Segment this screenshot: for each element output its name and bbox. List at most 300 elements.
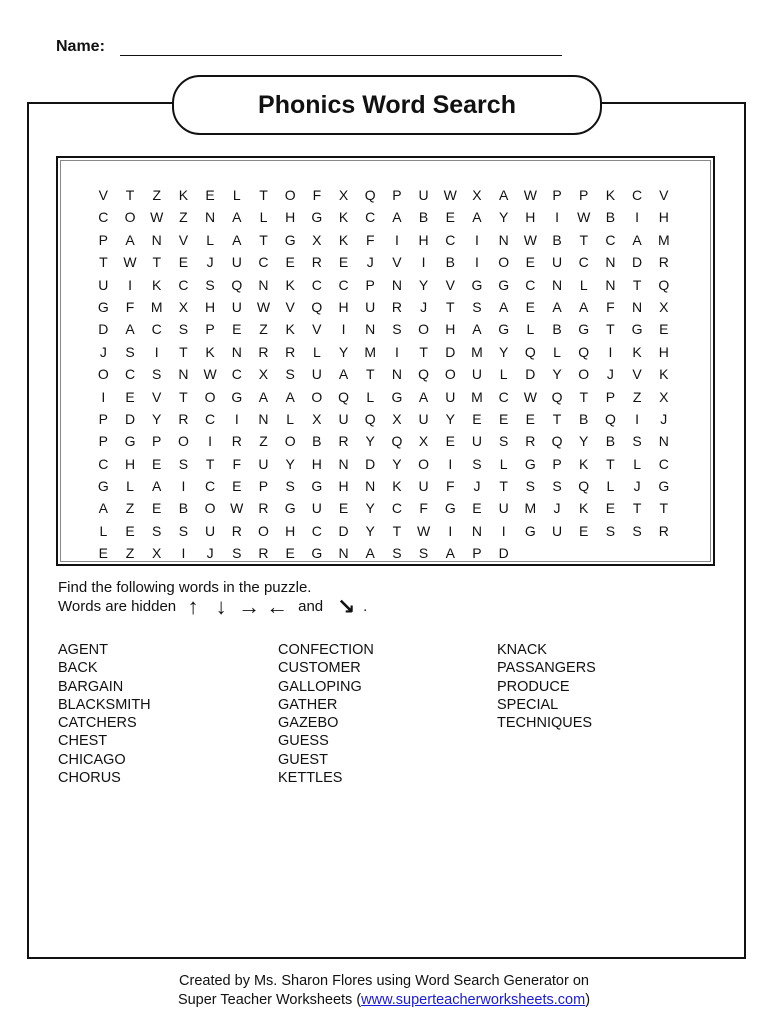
grid-letter: N (178, 366, 189, 383)
grid-letter: K (285, 276, 295, 293)
grid-letter: N (391, 366, 402, 383)
grid-letter: U (258, 455, 269, 472)
grid-letter: J (206, 545, 214, 562)
grid-letter: N (231, 343, 242, 360)
grid-letter: I (394, 343, 399, 360)
word-list-item: CHICAGO (58, 751, 126, 768)
grid-letter: S (392, 321, 402, 338)
right-arrow-icon: → (238, 593, 261, 619)
grid-letter: Z (125, 545, 135, 562)
word-list-item: CHORUS (58, 770, 121, 787)
grid-letter: O (418, 321, 430, 338)
grid-letter: T (125, 187, 135, 203)
grid-letter: F (232, 455, 242, 472)
grid-letter: I (128, 276, 132, 293)
grid-letter: G (578, 321, 590, 338)
grid-letter: U (338, 410, 349, 427)
grid-letter: H (338, 298, 349, 315)
grid-letter: X (178, 298, 189, 315)
grid-letter: H (445, 321, 456, 338)
word-list-item: PASSANGERS (497, 660, 596, 677)
grid-letter: T (259, 231, 268, 248)
grid-letter: O (124, 209, 136, 226)
grid-letter: S (178, 321, 189, 338)
grid-letter: W (416, 522, 431, 539)
grid-letter: W (256, 298, 271, 315)
grid-letter: F (365, 231, 375, 248)
grid-letter: Y (365, 500, 375, 517)
footer (0, 972, 768, 1010)
grid-letter: C (338, 276, 349, 293)
grid-letter: Q (391, 433, 403, 450)
grid-letter: A (632, 231, 642, 248)
grid-letter: A (445, 545, 455, 562)
grid-letter: C (498, 388, 509, 405)
word-list-item: CUSTOMER (278, 660, 361, 677)
grid-letter: I (635, 209, 640, 226)
grid-letter: N (605, 254, 616, 271)
grid-letter: M (150, 298, 163, 315)
grid-letter: Q (551, 388, 563, 405)
word-list-item: BACK (58, 660, 98, 677)
grid-letter: B (579, 410, 589, 427)
grid-letter: Y (498, 343, 509, 360)
grid-letter: L (366, 388, 375, 405)
grid-letter: I (181, 478, 186, 495)
grid-letter: D (632, 254, 643, 271)
grid-letter: G (231, 388, 243, 405)
grid-letter: O (258, 522, 269, 539)
grid-letter: H (311, 455, 322, 472)
grid-letter: D (124, 410, 136, 427)
grid-letter: L (579, 276, 588, 293)
grid-letter: G (124, 433, 136, 450)
grid-letter: U (98, 276, 109, 293)
word-list-item: KNACK (497, 642, 547, 658)
grid-letter: T (179, 343, 188, 360)
grid-letter: V (445, 276, 455, 293)
grid-letter: T (419, 343, 428, 360)
grid-letter: S (205, 276, 215, 293)
grid-letter: L (312, 343, 321, 360)
grid-letter: U (498, 500, 509, 517)
grid-letter: N (151, 231, 162, 248)
grid-letter: A (579, 298, 589, 315)
grid-letter: I (154, 343, 159, 360)
grid-letter: U (418, 410, 429, 427)
grid-letter: E (605, 500, 616, 517)
grid-letter: G (498, 321, 510, 338)
grid-letter: C (311, 276, 322, 293)
grid-letter: P (552, 455, 562, 472)
grid-letter: C (231, 366, 242, 383)
word-list-item: GUESS (278, 733, 329, 750)
grid-letter: P (579, 187, 589, 203)
grid-letter: E (472, 410, 482, 427)
grid-letter: Q (311, 298, 323, 315)
grid-letter: J (99, 343, 107, 360)
grid-letter: R (258, 343, 269, 360)
word-list-item: PRODUCE (497, 678, 570, 695)
grid-letter: I (341, 321, 346, 338)
grid-letter: T (579, 388, 588, 405)
grid-letter: U (471, 366, 483, 383)
instructions (58, 578, 368, 619)
grid-letter: U (471, 433, 483, 450)
grid-letter: G (311, 545, 323, 562)
grid-letter: N (365, 321, 376, 338)
grid-letter: Y (445, 410, 455, 427)
grid-letter: Q (578, 343, 590, 360)
grid-letter: E (525, 410, 536, 427)
grid-letter: W (230, 500, 244, 517)
grid-letter: W (123, 254, 137, 271)
grid-letter: M (657, 231, 670, 248)
grid-letter: P (552, 187, 562, 203)
grid-letter: R (231, 522, 242, 539)
grid-letter: J (553, 500, 561, 517)
grid-letter: S (392, 545, 402, 562)
grid-letter: K (632, 343, 642, 360)
grid-letter: A (472, 209, 482, 226)
left-arrow-icon: ← (266, 593, 289, 619)
grid-letter: N (605, 276, 616, 293)
grid-letter: R (658, 522, 669, 539)
grid-letter: E (445, 433, 455, 450)
grid-letter: V (178, 231, 189, 248)
grid-letter: S (525, 478, 536, 495)
grid-letter: W (443, 187, 457, 203)
grid-letter: K (152, 276, 162, 293)
grid-letter: V (312, 321, 322, 338)
grid-letter: E (205, 187, 215, 203)
grid-letter: B (418, 209, 429, 226)
grid-letter: I (234, 410, 239, 427)
grid-letter: X (659, 388, 669, 405)
grid-letter: O (418, 455, 430, 472)
grid-letter: A (232, 209, 242, 226)
grid-letter: N (258, 410, 269, 427)
grid-letter: I (501, 522, 506, 539)
grid-letter: I (208, 433, 213, 450)
grid-letter: P (605, 388, 616, 405)
grid-letter: K (605, 187, 616, 203)
grid-letter: P (152, 433, 162, 450)
grid-letter: E (338, 500, 349, 517)
grid-letter: N (338, 455, 349, 472)
grid-letter: E (152, 455, 162, 472)
grid-letter: Q (551, 433, 563, 450)
grid-letter: G (284, 500, 296, 517)
word-list-item: CATCHERS (58, 715, 137, 732)
grid-letter: T (152, 254, 161, 271)
grid-letter: J (420, 298, 428, 315)
grid-letter: T (606, 455, 615, 472)
grid-letter: C (365, 209, 376, 226)
grid-letter: O (498, 254, 510, 271)
grid-letter: A (498, 298, 509, 315)
grid-letter: I (421, 254, 426, 271)
grid-letter: A (392, 209, 402, 226)
word-list-item: GAZEBO (278, 715, 339, 732)
grid-letter: M (471, 343, 483, 360)
grid-letter: I (448, 522, 453, 539)
name-field (56, 38, 105, 56)
grid-letter: R (285, 343, 296, 360)
grid-letter: I (555, 209, 559, 226)
word-list-column-2 (278, 641, 374, 787)
grid-letter: E (525, 298, 536, 315)
grid-letter: S (285, 478, 295, 495)
grid-letter: G (284, 231, 296, 248)
name-blank-line (120, 55, 562, 56)
grid-letter: C (311, 522, 322, 539)
grid-letter: T (606, 321, 615, 338)
name-label: Name: (56, 38, 105, 55)
footer-link[interactable]: www.superteacherworksheets.com (361, 992, 586, 1008)
grid-letter: Q (364, 410, 376, 427)
grid-letter: G (524, 522, 536, 539)
grid-letter: L (286, 410, 295, 427)
grid-letter: G (444, 500, 456, 517)
grid-letter: D (525, 366, 536, 383)
grid-letter: V (392, 254, 402, 271)
grid-letter: U (231, 254, 242, 271)
grid-letter: N (471, 522, 483, 539)
grid-letter: S (285, 366, 295, 383)
grid-letter: R (311, 254, 322, 271)
grid-letter: R (658, 254, 669, 271)
grid-letter: T (579, 231, 588, 248)
grid-letter: D (338, 522, 349, 539)
grid-letter: A (152, 478, 162, 495)
grid-letter: R (178, 410, 189, 427)
grid-letter: Q (338, 388, 349, 405)
grid-letter: E (445, 209, 455, 226)
grid-letter: Z (152, 187, 161, 203)
grid-letter: N (205, 209, 216, 226)
grid-letter: I (448, 455, 453, 472)
grid-letter: E (125, 522, 135, 539)
footer-site-suffix: ) (585, 992, 591, 1008)
grid-letter: C (98, 455, 109, 472)
grid-letter: S (125, 343, 135, 360)
grid-letter: A (552, 298, 562, 315)
grid-letter: H (658, 209, 669, 226)
grid-letter: Y (338, 343, 349, 360)
grid-letter: S (498, 433, 509, 450)
grid-letter: T (365, 366, 375, 383)
grid-letter: S (418, 545, 429, 562)
footer-credit-line: Created by Ms. Sharon Flores using Word Search Generator on (179, 973, 589, 989)
grid-letter: R (231, 433, 242, 450)
grid-letter: C (205, 478, 216, 495)
grid-letter: T (632, 500, 642, 517)
grid-letter: E (152, 500, 162, 517)
grid-letter: B (312, 433, 322, 450)
grid-letter: T (499, 478, 508, 495)
grid-letter: V (98, 187, 109, 203)
grid-letter: O (97, 366, 109, 383)
grid-letter: W (523, 187, 537, 203)
grid-letter: P (98, 433, 109, 450)
word-list-item: GATHER (278, 696, 338, 713)
grid-letter: E (232, 321, 242, 338)
grid-letter: L (633, 455, 641, 472)
grid-letter: I (101, 388, 106, 405)
grid-letter: S (632, 522, 642, 539)
grid-letter: K (285, 321, 295, 338)
grid-letter: W (523, 388, 537, 405)
grid-letter: T (632, 276, 642, 293)
grid-letter: L (499, 366, 508, 383)
grid-letter: V (152, 388, 162, 405)
grid-letter: T (659, 500, 669, 517)
word-list-item: CONFECTION (278, 642, 374, 658)
grid-letter: N (632, 298, 643, 315)
grid-letter: K (178, 187, 189, 203)
grid-letter: I (475, 254, 479, 271)
grid-letter: N (658, 433, 669, 450)
grid-letter: O (284, 433, 296, 450)
grid-letter: E (472, 500, 482, 517)
grid-letter: K (338, 209, 349, 226)
grid-letter: C (391, 500, 402, 517)
grid-letter: S (552, 478, 562, 495)
grid-letter: S (472, 298, 482, 315)
grid-letter: Y (552, 366, 562, 383)
grid-letter: U (551, 254, 563, 271)
grid-letter: M (471, 388, 483, 405)
grid-letter: F (446, 478, 455, 495)
grid-letter: C (658, 455, 669, 472)
grid-letter: T (552, 410, 562, 427)
grid-letter: D (445, 343, 456, 360)
grid-letter: Z (259, 433, 268, 450)
grid-letter: U (311, 366, 322, 383)
word-list-item: GALLOPING (278, 678, 362, 695)
grid-letter: T (205, 455, 215, 472)
grid-letter: L (259, 209, 268, 226)
word-list-item: TECHNIQUES (497, 715, 593, 732)
grid-letter: Z (179, 209, 188, 226)
grid-letter: I (394, 231, 399, 248)
grid-letter: C (98, 209, 109, 226)
grid-letter: G (97, 298, 109, 315)
grid-letter: Y (152, 410, 162, 427)
grid-letter: A (498, 187, 509, 203)
grid-letter: N (338, 545, 349, 562)
grid-letter: S (152, 366, 162, 383)
grid-letter: S (178, 455, 189, 472)
grid-letter: A (418, 388, 429, 405)
grid-letter: L (526, 321, 535, 338)
grid-letter: H (658, 343, 669, 360)
grid-letter: G (498, 276, 510, 293)
grid-letter: H (285, 522, 296, 539)
grid-letter: A (232, 231, 242, 248)
page-title: Phonics Word Search (172, 75, 602, 135)
grid-letter: L (126, 478, 134, 495)
grid-letter: T (179, 388, 188, 405)
grid-letter: X (152, 545, 162, 562)
grid-letter: E (285, 254, 295, 271)
grid-letter: X (338, 187, 349, 203)
grid-letter: U (311, 500, 322, 517)
grid-letter: Q (578, 478, 590, 495)
grid-letter: L (99, 522, 108, 539)
grid-letter: M (364, 343, 377, 360)
instructions-period: . (363, 598, 368, 615)
grid-letter: G (524, 455, 536, 472)
grid-letter: G (97, 478, 109, 495)
grid-letter: B (178, 500, 189, 517)
grid-letter: D (365, 455, 376, 472)
letter-grid (90, 184, 677, 565)
grid-letter: O (311, 388, 323, 405)
grid-letter: E (285, 545, 295, 562)
word-list-item: KETTLES (278, 770, 343, 787)
grid-letter: W (523, 231, 537, 248)
grid-letter: D (98, 321, 109, 338)
grid-letter: A (125, 231, 135, 248)
grid-letter: G (311, 209, 323, 226)
grid-letter: O (284, 187, 296, 203)
grid-letter: Q (364, 187, 376, 203)
grid-letter: X (472, 187, 482, 203)
grid-letter: C (632, 187, 643, 203)
grid-letter: K (205, 343, 215, 360)
grid-letter: T (99, 254, 108, 271)
grid-letter: J (473, 478, 481, 495)
grid-letter: R (338, 433, 349, 450)
grid-letter: A (258, 388, 269, 405)
grid-letter: C (578, 254, 589, 271)
grid-letter: H (124, 455, 136, 472)
grid-letter: S (232, 545, 242, 562)
grid-letter: V (659, 187, 669, 203)
grid-letter: B (605, 209, 616, 226)
grid-letter: X (258, 366, 269, 383)
grid-letter: Q (604, 410, 616, 427)
grid-letter: E (98, 545, 109, 562)
grid-letter: L (553, 343, 561, 360)
grid-letter: U (205, 522, 216, 539)
grid-letter: U (551, 522, 563, 539)
frame-top-left-rule (27, 102, 177, 104)
grid-letter: E (232, 478, 242, 495)
grid-letter: Y (365, 433, 375, 450)
grid-letter: S (472, 455, 482, 472)
grid-letter: T (259, 187, 268, 203)
grid-letter: W (203, 366, 217, 383)
grid-letter: X (312, 410, 322, 427)
grid-letter: R (258, 500, 269, 517)
grid-letter: I (475, 231, 479, 248)
down-right-arrow-icon: ↘ (336, 593, 356, 619)
grid-letter: P (98, 410, 109, 427)
grid-letter: L (499, 455, 508, 472)
word-list-item: BARGAIN (58, 678, 124, 695)
grid-letter: G (471, 276, 483, 293)
grid-letter: E (525, 254, 536, 271)
grid-letter: H (285, 209, 296, 226)
grid-letter: K (659, 366, 669, 383)
grid-letter: A (338, 366, 349, 383)
grid-letter: C (525, 276, 536, 293)
grid-letter: B (445, 254, 455, 271)
grid-letter: F (125, 298, 135, 315)
